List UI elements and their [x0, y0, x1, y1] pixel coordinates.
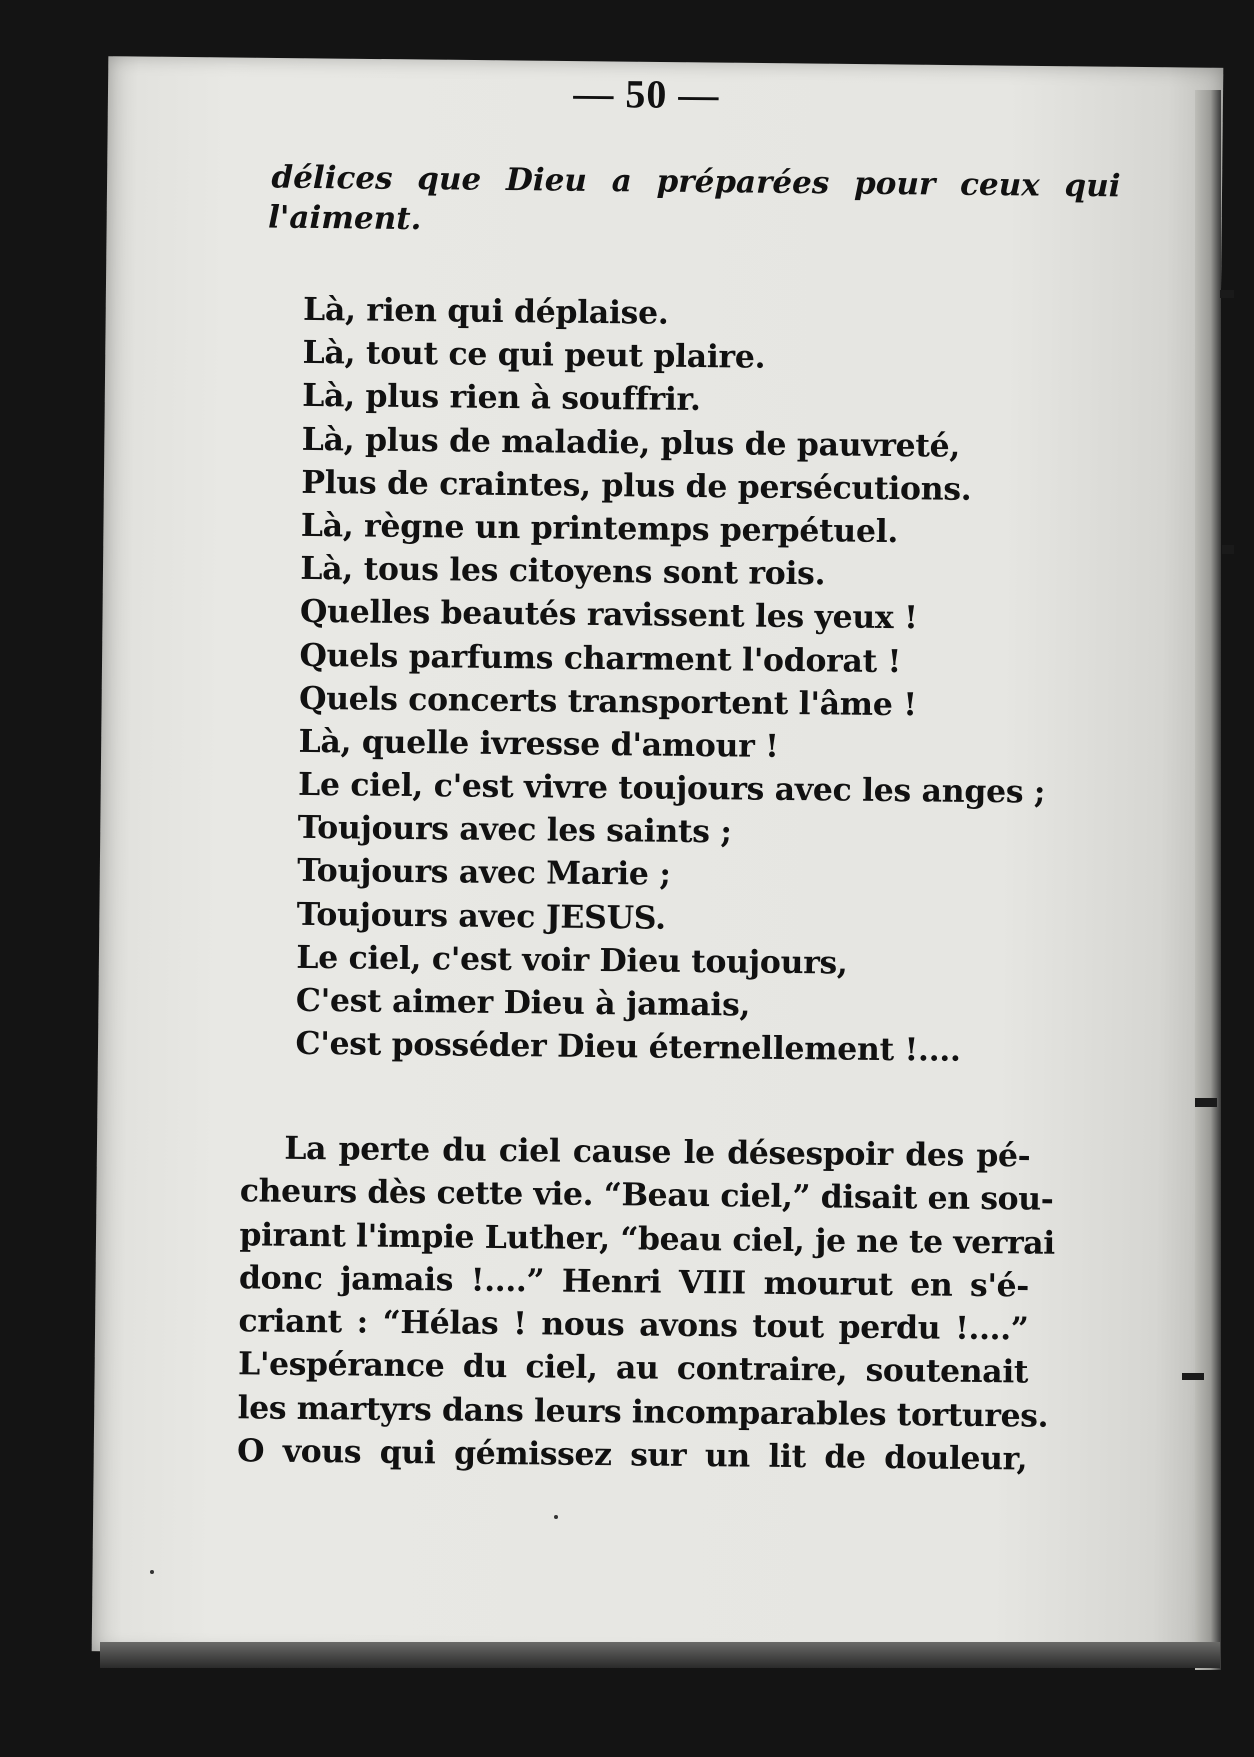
poem-line: Là, tout ce qui peut plaire. — [302, 334, 766, 376]
poem-line: Toujours avec Marie ; — [297, 852, 671, 894]
prose-line: cheurs dès cette vie. “Beau ciel,” disait en sou- — [239, 1172, 1054, 1219]
poem-line: C'est posséder Dieu éternellement !.... — [295, 1025, 961, 1069]
continuation-line: l'aiment. — [267, 199, 422, 238]
prose-line: criant : “Hélas ! nous avons tout perdu !....” — [238, 1302, 1029, 1348]
poem-line: Là, rien qui déplaise. — [302, 290, 669, 332]
poem-line: Quels parfums charment l'odorat ! — [299, 636, 902, 680]
poem-line: Là, tous les citoyens sont rois. — [300, 549, 826, 593]
poem-line: Là, quelle ivresse d'amour ! — [298, 722, 779, 765]
continuation-line: délices que Dieu a préparées pour ceux qui — [271, 159, 1121, 205]
poem-line: Toujours avec les saints ; — [297, 809, 732, 851]
poem-line: Le ciel, c'est voir Dieu toujours, — [296, 938, 848, 982]
poem-line: Là, plus rien à souffrir. — [302, 377, 701, 419]
poem-line: Là, règne un printemps perpétuel. — [300, 506, 899, 551]
poem-line: C'est aimer Dieu à jamais, — [295, 981, 751, 1024]
poem-line: Toujours avec JESUS. — [296, 895, 666, 937]
poem-line: Là, plus de maladie, plus de pauvreté, — [301, 420, 961, 465]
poem-block — [295, 288, 1050, 1073]
poem-line: Plus de craintes, plus de persécutions. — [301, 463, 972, 508]
prose-line: pirant l'impie Luther, “beau ciel, je ne te verrai — [239, 1215, 1056, 1262]
prose-line: les martyrs dans leurs incomparables tortures. — [237, 1389, 1049, 1435]
poem-line: Quels concerts transportent l'âme ! — [298, 679, 917, 723]
prose-paragraph — [236, 1126, 1056, 1481]
poem-line: Quelles beautés ravissent les yeux ! — [299, 593, 918, 637]
prose-line: O vous qui gémissez sur un lit de douleur, — [236, 1432, 1028, 1478]
prose-line: La perte du ciel cause le désespoir des pé- — [284, 1129, 1031, 1175]
poem-line: Le ciel, c'est vivre toujours avec les anges ; — [297, 765, 1046, 811]
prose-line: L'espérance du ciel, au contraire, soutenait — [237, 1345, 1029, 1391]
page-number: — 50 — — [573, 70, 720, 118]
prose-line: donc jamais !....” Henri VIII mourut en s'é- — [238, 1259, 1030, 1305]
